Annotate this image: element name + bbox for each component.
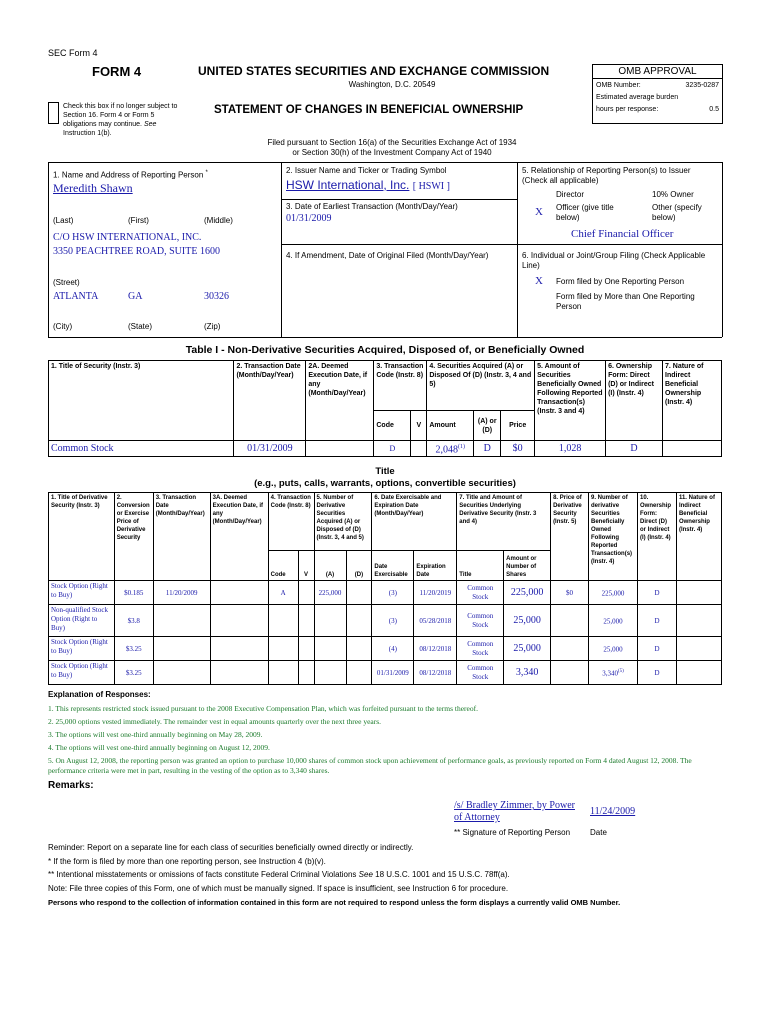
t2-h7: 7. Title and Amount of Securities Underlying Derivative Security (Instr. 3 and 4) — [457, 493, 551, 551]
one-person-check-mark[interactable]: X — [535, 275, 543, 287]
explanation-note: 2. 25,000 options vested immediately. The remainder vest in equal amounts quarterly over the next three years. — [48, 717, 382, 726]
footnote-2: ** Intentional misstatements or omissions of facts constitute Federal Criminal Violations See 18 U.S.C. 1001 and 15 U.S.C. 78ff(a). — [48, 870, 510, 879]
t1-h2: 2. Transaction Date (Month/Day/Year) — [234, 361, 306, 441]
t2-form: D — [637, 581, 676, 605]
t1-transaction-date: 01/31/2009 — [234, 441, 306, 457]
zip-value: 30326 — [204, 291, 229, 302]
omb-hours-label: hours per response: — [596, 106, 659, 113]
signature: /s/ Bradley Zimmer, by Power of Attorney — [454, 800, 575, 823]
t2-underlying-shares: 3,340 — [504, 661, 551, 685]
director-option: Director — [556, 190, 585, 199]
commission-title: UNITED STATES SECURITIES AND EXCHANGE COMMISSION — [198, 64, 550, 78]
table-row — [49, 581, 722, 605]
explanation-note: 1. This represents restricted stock issued pursuant to the 2008 Executive Compensation Plan, which was forfeited pursuant to the terms thereof. — [48, 704, 478, 713]
t2-conversion-price: $0.185 — [114, 581, 153, 605]
t2-owned: 25,000 — [589, 605, 638, 637]
reminder-text: Reminder: Report on a separate line for each class of securities beneficially owned directly or indirectly. — [48, 843, 414, 852]
t2-a-header: (A) — [314, 551, 346, 581]
table1-title: Table I - Non-Derivative Securities Acquired, Disposed of, or Beneficially Owned — [185, 344, 585, 356]
t2-security-title: Stock Option (Right to Buy) — [49, 661, 115, 685]
omb-title: OMB APPROVAL — [593, 65, 722, 79]
t2-underlying-title: Common Stock — [457, 605, 504, 637]
t2-form: D — [637, 661, 676, 685]
t1-code: D — [374, 441, 411, 457]
explanation-note: 5. On August 12, 2008, the reporting person was granted an option to purchase 10,000 shares of common stock upon achievement of performance goals, as previously reported on Form 4 dated August 12, 2008. The performance criteria were met in part, resulting in the vesting of the option as to 3,340 shares. — [48, 756, 692, 775]
signature-date: 11/24/2009 — [590, 806, 636, 817]
t1-h1: 1. Title of Security (Instr. 3) — [49, 361, 234, 441]
zip-label: (Zip) — [204, 322, 221, 331]
t2-date-exercisable-header: Date Exercisable — [372, 551, 414, 581]
t2-h11: 11. Nature of Indirect Beneficial Ownership (Instr. 4) — [676, 493, 721, 581]
t1-owned: 1,028 — [535, 441, 606, 457]
commission-city: Washington, D.C. 20549 — [348, 80, 436, 89]
table2-title: Title — [375, 466, 395, 477]
t1-ad: D — [474, 441, 501, 457]
t1-price: $0 — [501, 441, 535, 457]
t2-transaction-date: 11/20/2009 — [153, 581, 210, 605]
t2-expiration: 08/12/2018 — [414, 637, 457, 661]
state-label: (State) — [128, 322, 153, 331]
footnote-3: Note: File three copies of this Form, one of which must be manually signed. If space is insufficient, see Instruction 6 for procedure. — [48, 884, 509, 893]
t2-expiration-header: Expiration Date — [414, 551, 457, 581]
t2-security-title: Non-qualified Stock Option (Right to Buy) — [49, 605, 115, 637]
t2-security-title: Stock Option (Right to Buy) — [49, 581, 115, 605]
city-value: ATLANTA — [53, 291, 99, 302]
t2-h9: 9. Number of derivative Securities Beneficially Owned Following Reported Transaction(s) (Instr. 4) — [589, 493, 638, 581]
date-label: Date — [590, 828, 607, 837]
t2-expiration: 11/20/2019 — [414, 581, 457, 605]
t2-h3: 3. Transaction Date (Month/Day/Year) — [153, 493, 210, 581]
one-person-option: Form filed by One Reporting Person — [556, 277, 685, 286]
t2-acquired: 225,000 — [314, 581, 346, 605]
t1-amount-header: Amount — [427, 411, 474, 441]
officer-check-mark[interactable]: X — [535, 206, 543, 218]
t2-h6: 6. Date Exercisable and Expiration Date (Month/Day/Year) — [372, 493, 457, 551]
more-persons-option: Form filed by More than One Reporting Person — [556, 292, 695, 311]
t1-h6: 6. Ownership Form: Direct (D) or Indirect (I) (Instr. 4) — [606, 361, 663, 441]
box3-label: 3. Date of Earliest Transaction (Month/Day/Year) — [286, 202, 458, 211]
explanation-notes — [48, 704, 720, 776]
omb-hours-value: 0.5 — [709, 106, 719, 113]
no-longer-subject-checkbox[interactable] — [48, 102, 59, 124]
ticker: [ HSWI ] — [412, 181, 450, 192]
t2-owned: 3,340$^{(5)}$ — [589, 661, 638, 685]
issuer-name[interactable]: HSW International, Inc. — [286, 178, 410, 192]
table2-subtitle: (e.g., puts, calls, warrants, options, convertible securities) — [254, 478, 516, 489]
t1-h3: 3. Transaction Code (Instr. 8) — [374, 361, 427, 411]
t1-security-title: Common Stock — [49, 441, 234, 457]
t2-owned: 225,000 — [589, 581, 638, 605]
t2-underlying-shares: 225,000 — [504, 581, 551, 605]
t2-h3a: 3A. Deemed Execution Date, if any (Month/Day/Year) — [210, 493, 268, 581]
t2-underlying-title: Common Stock — [457, 661, 504, 685]
omb-burden-label: Estimated average burden — [596, 94, 679, 101]
t1-h7: 7. Nature of Indirect Beneficial Ownership (Instr. 4) — [663, 361, 722, 441]
statement-title: STATEMENT OF CHANGES IN BENEFICIAL OWNERSHIP — [214, 104, 524, 116]
t2-conversion-price: $3.25 — [114, 661, 153, 685]
t1-price-header: Price — [501, 411, 535, 441]
t2-date-exercisable: 01/31/2009 — [372, 661, 414, 685]
t2-h1: 1. Title of Derivative Security (Instr. 3) — [49, 493, 115, 581]
issuer-line — [286, 178, 450, 192]
table-row — [49, 605, 722, 637]
t2-security-title: Stock Option (Right to Buy) — [49, 637, 115, 661]
box6-label: 6. Individual or Joint/Group Filing (Check Applicable Line) — [522, 251, 706, 270]
omb-number-label: OMB Number: — [596, 82, 641, 89]
checkbox-text: Check this box if no longer subject to Section 16. Form 4 or Form 5 obligations may continue. See Instruction 1(b). — [63, 103, 178, 137]
t2-h4: 4. Transaction Code (Instr. 8) — [268, 493, 314, 551]
t2-h10: 10. Ownership Form: Direct (D) or Indirect (I) (Instr. 4) — [637, 493, 676, 581]
table-row — [49, 661, 722, 685]
t1-ad-header: (A) or (D) — [474, 411, 501, 441]
address-line-1: C/O HSW INTERNATIONAL, INC. — [53, 232, 202, 243]
table1 — [48, 360, 722, 457]
t2-code-header: Code — [268, 551, 298, 581]
table-row — [49, 441, 722, 457]
t2-h5: 5. Number of Derivative Securities Acquired (A) or Disposed of (D) (Instr. 3, 4 and 5) — [314, 493, 372, 551]
t2-v-header: V — [298, 551, 314, 581]
t1-h2a: 2A. Deemed Execution Date, if any (Month/Day/Year) — [306, 361, 374, 441]
box4-label: 4. If Amendment, Date of Original Filed (Month/Day/Year) — [286, 251, 489, 260]
city-label: (City) — [53, 322, 73, 331]
ten-percent-owner-option: 10% Owner — [652, 190, 694, 199]
earliest-transaction-date: 01/31/2009 — [286, 213, 332, 224]
box2-label: 2. Issuer Name and Ticker or Trading Symbol — [286, 166, 447, 175]
t2-date-exercisable: (4) — [372, 637, 414, 661]
t2-title-header: Title — [457, 551, 504, 581]
box5-label: 5. Relationship of Reporting Person(s) to Issuer (Check all applicable) — [522, 166, 691, 185]
t1-h4: 4. Securities Acquired (A) or Disposed Of (D) (Instr. 3, 4 and 5) — [427, 361, 535, 411]
explanation-title: Explanation of Responses: — [48, 690, 151, 699]
last-label: (Last) — [53, 216, 74, 225]
t2-form: D — [637, 605, 676, 637]
address-line-2: 3350 PEACHTREE ROAD, SUITE 1600 — [53, 246, 220, 257]
remarks-title: Remarks: — [48, 780, 94, 791]
t1-form: D — [606, 441, 663, 457]
footnote-1: * If the form is filed by more than one reporting person, see Instruction 4 (b)(v). — [48, 857, 326, 866]
omb-approval-box — [592, 64, 723, 124]
explanation-note: 4. The options will vest one-third annually beginning on August 12, 2009. — [48, 743, 270, 752]
omb-number-value: 3235-0287 — [685, 82, 719, 89]
first-label: (First) — [128, 216, 149, 225]
t1-code-header: Code — [374, 411, 411, 441]
t2-amount-header: Amount or Number of Shares — [504, 551, 551, 581]
filed-pursuant-2: or Section 30(h) of the Investment Company Act of 1940 — [292, 148, 492, 157]
officer-option: Officer (give title below) — [556, 203, 614, 222]
state-value: GA — [128, 291, 143, 302]
t2-conversion-price: $3.25 — [114, 637, 153, 661]
t2-underlying-shares: 25,000 — [504, 605, 551, 637]
reporting-person-name[interactable]: Meredith Shawn — [53, 181, 133, 195]
t2-code: A — [268, 581, 298, 605]
t2-owned: 25,000 — [589, 637, 638, 661]
signature-label: ** Signature of Reporting Person — [454, 828, 571, 837]
t1-v-header: V — [411, 411, 427, 441]
t2-expiration: 08/12/2018 — [414, 661, 457, 685]
t1-amount: 2,048$^{(1)}$ — [427, 441, 474, 457]
table-row — [49, 637, 722, 661]
t1-h5: 5. Amount of Securities Beneficially Owned Following Reported Transaction(s) (Instr. 3 and 4) — [535, 361, 606, 441]
t2-underlying-title: Common Stock — [457, 581, 504, 605]
t2-h2: 2. Conversion or Exercise Price of Derivative Security — [114, 493, 153, 581]
t2-underlying-shares: 25,000 — [504, 637, 551, 661]
form-title: FORM 4 — [92, 64, 142, 79]
t2-conversion-price: $3.8 — [114, 605, 153, 637]
t2-form: D — [637, 637, 676, 661]
t2-expiration: 05/28/2018 — [414, 605, 457, 637]
sec-form-label: SEC Form 4 — [48, 48, 98, 58]
table2 — [48, 492, 722, 685]
street-label: (Street) — [53, 278, 80, 287]
explanation-note: 3. The options will vest one-third annually beginning on May 28, 2009. — [48, 730, 263, 739]
footnote-4: Persons who respond to the collection of information contained in this form are not required to respond unless the form displays a currently valid OMB Number. — [48, 898, 621, 907]
middle-label: (Middle) — [204, 216, 233, 225]
box1-label: 1. Name and Address of Reporting Person * — [53, 170, 208, 180]
t2-date-exercisable: (3) — [372, 605, 414, 637]
t2-derivative-price: $0 — [551, 581, 589, 605]
officer-title: Chief Financial Officer — [571, 228, 674, 240]
t2-date-exercisable: (3) — [372, 581, 414, 605]
t2-h8: 8. Price of Derivative Security (Instr. 5) — [551, 493, 589, 581]
t2-d-header: (D) — [346, 551, 372, 581]
other-option: Other (specify below) — [652, 203, 702, 222]
filed-pursuant-1: Filed pursuant to Section 16(a) of the Securities Exchange Act of 1934 — [267, 138, 517, 147]
t2-underlying-title: Common Stock — [457, 637, 504, 661]
